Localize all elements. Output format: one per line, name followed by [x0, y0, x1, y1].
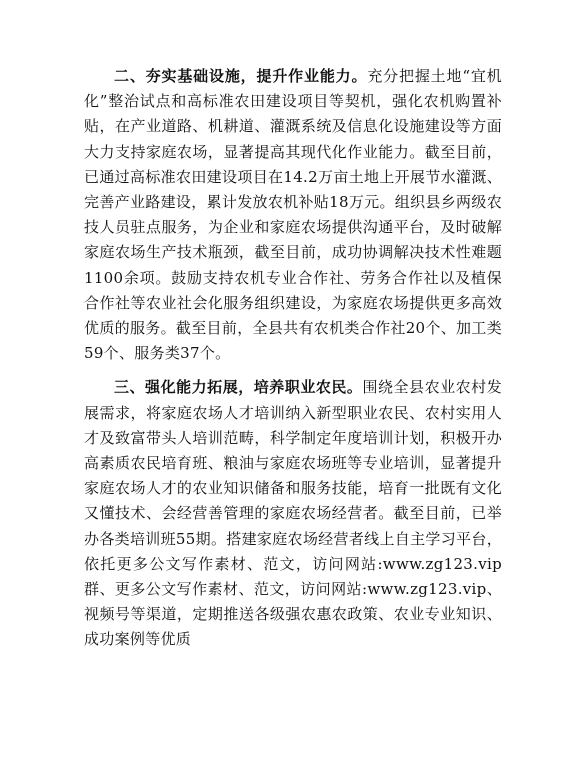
- paragraph-infrastructure: [84, 64, 502, 366]
- paragraph-heading: 二、夯实基础设施，提升作业能力。: [114, 67, 368, 85]
- paragraph-training: [84, 375, 502, 652]
- paragraph-heading: 三、强化能力拓展，培养职业农民。: [114, 378, 363, 397]
- document-page: [84, 64, 502, 662]
- paragraph-text: 围绕全县农业农村发展需求，将家庭农场人才培训纳入新型职业农民、农村实用人才及致富带头人培训范畴，科学制定年度培训计划，积极开办高素质农民培育班、粮油与家庭农场班等专业培训，显著提升家庭农场人才的农业知识储备和服务技能，培育一批既有文化又懂技术、会经营善管理的家庭农场经营者。截至目前，已举办各类培训班55期。搭建家庭农场经营者线上自主学习平台，依托更多公文写作素材、范文，访问网站:www.zg123.vip群、更多公文写作素材、范文，访问网站:www.zg123.vip、视频号等渠道，定期推送各级强农惠农政策、农业专业知识、成功案例等优质: [84, 378, 502, 649]
- paragraph-text: 充分把握土地“宜机化”整治试点和高标准农田建设项目等契机，强化农机购置补贴，在产业道路、机耕道、灌溉系统及信息化设施建设等方面大力支持家庭农场，显著提高其现代化作业能力。截至目前，已通过高标准农田建设项目在14.2万亩土地上开展节水灌溉、完善产业路建设，累计发放农机补贴18万元。组织县乡两级农技人员驻点服务，为企业和家庭农场提供沟通平台，及时破解家庭农场生产技术瓶颈，截至目前，成功协调解决技术性难题1100余项。鼓励支持农机专业合作社、劳务合作社以及植保合作社等农业社会化服务组织建设，为家庭农场提供更多高效优质的服务。截至目前，全县共有农机类合作社20个、加工类59个、服务类37个。: [84, 67, 502, 363]
